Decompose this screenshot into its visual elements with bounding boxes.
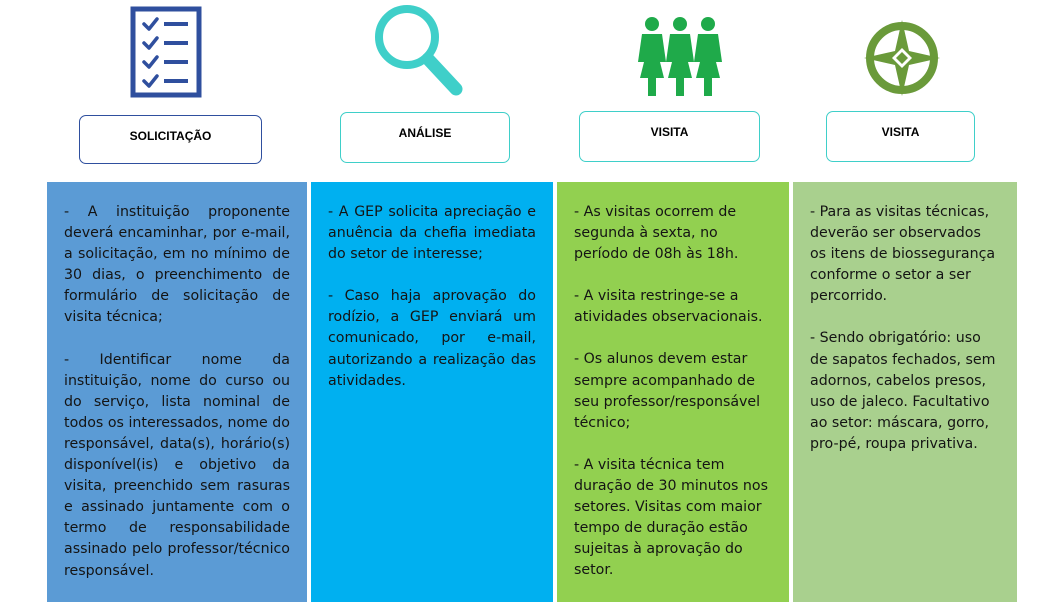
panel-text: - Caso haja aprovação do rodízio, a GEP enviará um comunicado, por e-mail, autorizando a realização das atividades. [328,288,536,389]
magnifier-icon [372,3,464,98]
panel-solicitacao [47,182,307,602]
compass-icon [862,18,942,98]
checklist-icon [130,6,202,98]
panel-text: - Identificar nome da instituição, nome do curso ou do serviço, lista nominal de todos os interessados, nome do responsável, data(s), horário(s) disponível(is) e objetivo da visita, preenchido sem rasuras e assinado juntamente com o termo de responsabilidade assinado pelo professor/técnico responsável. [64,351,290,579]
panel-text: - As visitas ocorrem de segunda à sexta, no período de 08h às 18h. [574,204,739,263]
panel-text: - A instituição proponente deverá encaminhar, por e-mail, a solicitação, em no mínimo de 30 dias, o preenchimento de formulário de solicitação de visita técnica; [64,204,290,326]
panel-text: - A visita técnica tem duração de 30 minutos nos setores. Visitas com maior tempo de duração estão sujeitas à aprovação do setor. [574,456,768,579]
panel-analise [311,182,553,602]
panel-text: - Os alunos devem estar sempre acompanhado de seu professor/responsável técnico; [574,351,761,431]
people-icon [636,16,724,98]
panel-text: - A visita restringe-se a atividades observacionais. [574,288,763,326]
step-label-analise: ANÁLISE [340,112,510,163]
step-label-visita-2: VISITA [826,111,975,162]
step-label-solicitacao: SOLICITAÇÃO [79,115,262,164]
panel-visita-2 [793,182,1017,602]
step-label-visita-1: VISITA [579,111,760,162]
panel-text: - Para as visitas técnicas, deverão ser observados os itens de biossegurança conforme o setor a ser percorrido. [810,204,996,305]
panel-text: - Sendo obrigatório: uso de sapatos fechados, sem adornos, cabelos presos, uso de jaleco. Facultativo ao setor: máscara, gorro, pro-pé, roupa privativa. [810,330,996,452]
panel-visita-1 [557,182,789,602]
panel-text: - A GEP solicita apreciação e anuência da chefia imediata do setor de interesse; [328,204,536,263]
